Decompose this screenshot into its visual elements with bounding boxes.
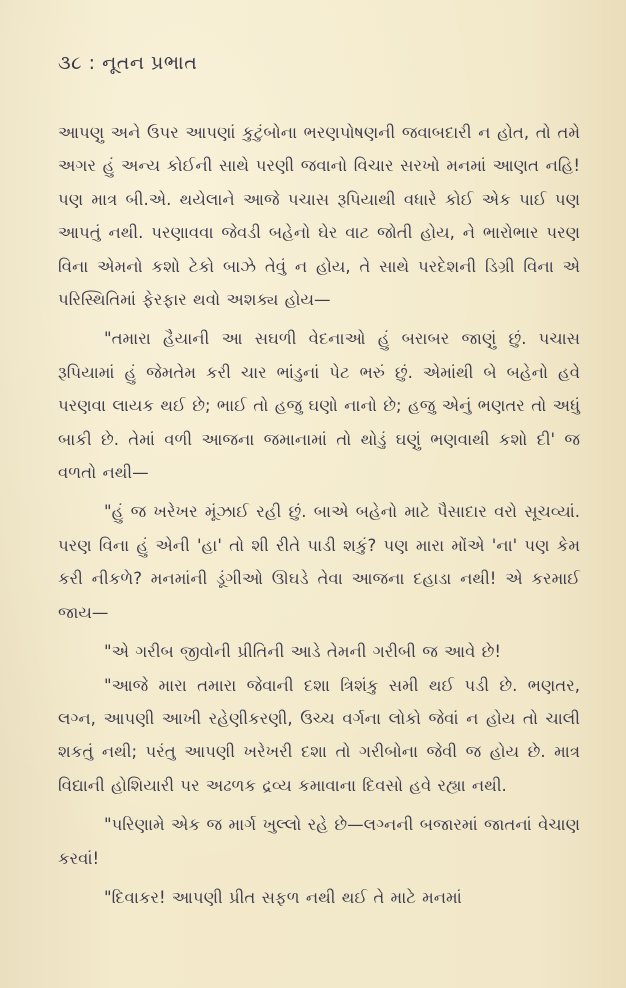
paragraph: "એ ગરીબ જીવોની પ્રીતિની આડે તેમની ગરીબી જ આવે છે!	[104, 642, 501, 662]
paragraph: "તમારા હૈયાની આ સઘળી વેદનાઓ હું બરાબર જાણું છું. પચાસ રૂપિયામાં હું જેમતેમ કરી ચાર ભાંડુનાં પેટ ભરું છું. એમાંથી બે બહેનો હવે પરણવા લાયક થઈ છે; ભાઈ તો હજુ ઘણો નાનો છે; હજુ એનું ભણતર તો અધું બાકી છે. તેમાં વળી આજના જમાનામાં તો થોડું ઘણું ભણવાથી કશો દી' જ વળતો નથી—	[58, 329, 580, 483]
running-head: ૩૮ : નૂતન પ્રભાત	[58, 52, 198, 74]
paragraph: "હું જ ખરેખર મૂંઝાઈ રહી છું. બાએ બહેનો માટે પૈસાદાર વરો સૂચવ્યાં. પરણ વિના હું એની 'હા' તો શી રીતે પાડી શકું? પણ મારા મોંએ 'ના' પણ કેમ કરી નીકળે? મનમાંની ડૂંગીઓ ઊઘડે તેવા આજના દહાડા નથી! એ કરમાઈ જાય—	[58, 502, 580, 622]
paragraph: "આજે મારા તમારા જેવાની દશા ત્રિશંકુ સમી થઈ પડી છે. ભણતર, લગ્ન, આપણી આખી રહેણીકરણી, ઉચ્ચ વર્ગના લોકો જેવાં ન હોય તો ચાલી શકતું નથી; પરંતુ આપણી ખરેખરી દશા તો ગરીબોના જેવી જ હોય છે. માત્ર વિદ્યાની હોશિયારી પર અઢળક દ્રવ્ય કમાવાના દિવસો હવે રહ્યા નથી.	[58, 675, 580, 795]
paragraph: "દિવાકર! આપણી પ્રીત સફળ નથી થઈ તે માટે મનમાં	[104, 887, 462, 907]
paragraph: આપણુ અને ઉપર આપણાં કુટુંબોના ભરણપોષણની જવાબદારી ન હોત, તો તમે અગર હું અન્ય કોઈની સાથે પરણી જવાનો વિચાર સરખો મનમાં આણત નહિ! પણ માત્ર બી.એ. થયેલાને આજે પચાસ રૂપિયાથી વધારે કોઈ એક પાઈ પણ આપતું નથી. પરણાવવા જેવડી બહેનો ઘેર વાટ જોતી હોય, ને ભારોભાર પરણ વિના એમનો કશો ટેકો બાઝે તેવું ન હોય, તે સાથે પરદેશની ડિગ્રી વિના એ પરિસ્થિતિમાં ફેરફાર થવો અશક્ય હોય—	[58, 123, 580, 310]
body-text	[58, 116, 580, 914]
paragraph: "પરિણામે એક જ માર્ગ ખુલ્લો રહે છે—લગ્નની બજારમાં જાતનાં વેચાણ કરવાં!	[58, 815, 580, 868]
